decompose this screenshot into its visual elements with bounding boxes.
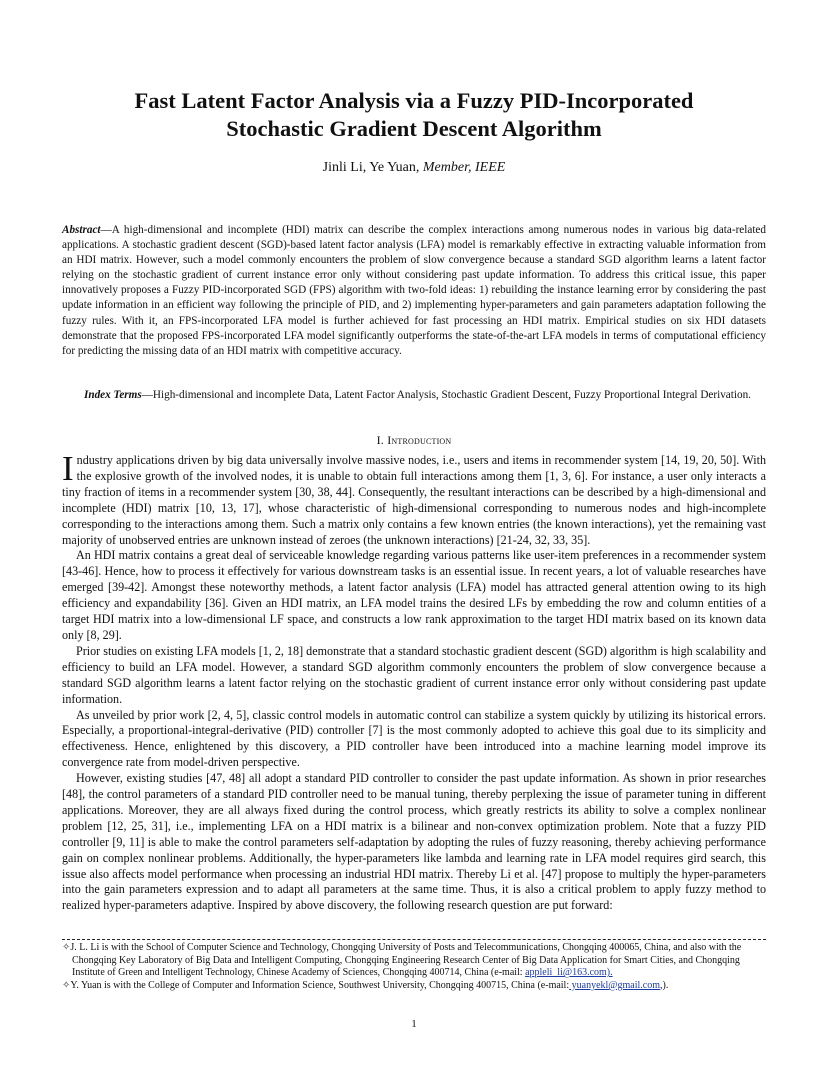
section-heading [62,433,766,448]
abstract [62,223,766,359]
footnote-divider [62,939,766,940]
paragraph: As unveiled by prior work [2, 4, 5], classic control models in automatic control can stabilize a system quickly by utilizing its historical errors. Especially, a proportional-integral-derivative (PID) controller [7] is the most commonly adopted to achieve this goal due to its simplicity and effectiveness. Hence, enlightened by this discovery, a PID controller have been introduced into a machine learning model improve its convergence rate from model-driven perspective. [62,707,766,770]
paragraph [62,449,766,548]
index-terms-label: Index Terms [84,389,142,401]
author-membership: Member, IEEE [422,160,506,175]
index-terms [62,388,766,403]
drop-cap: I [62,449,74,488]
index-terms-text: —High-dimensional and incomplete Data, Latent Factor Analysis, Stochastic Gradient Descent, Fuzzy Proportional Integral Derivation. [141,389,751,401]
footnote [62,980,766,993]
email-link[interactable]: yuanyekl@gmail.com [569,979,660,991]
section-title: Introduction [387,433,452,447]
author-line [62,160,766,176]
footnote-mark-icon: ✧ [62,979,71,991]
email-link[interactable]: appleli_li@163.com). [525,967,613,979]
paragraph: An HDI matrix contains a great deal of serviceable knowledge regarding various patterns like user-item preferences in a recommender system [43-46]. Hence, how to process it effectively for various downstream tasks is an essential issue. In recent years, a lot of valuable researches have emerged [39-42]. Amongst these noteworthy methods, a latent factor analysis (LFA) model has attracted general attention owing to its high efficiency and expandability [36]. Given an HDI matrix, an LFA model trains the desired LFs by embedding the row and column entities of a target HDI matrix into a low-dimensional LF space, and constructs a low rank approximation to the target HDI matrix based on its known data only [8, 29]. [62,548,766,642]
abstract-text: —A high-dimensional and incomplete (HDI) matrix can describe the complex interactions among numerous nodes in various big data-related applications. A stochastic gradient descent (SGD)-based latent factor analysis (LFA) model is remarkably effective in extracting valuable information from an HDI matrix. However, such a model commonly encounters the problem of slow convergence because a standard SGD algorithm learns a latent factor relying on the stochastic gradient of current instance error only without considering past update information. To address this critical issue, this paper innovatively proposes a Fuzzy PID-incorporated SGD (FPS) algorithm with two-fold ideas: 1) rebuilding the instance learning error by considering the past update information in an efficient way following the principle of PID, and 2) implementing hyper-parameters and gain parameters adaptation following the fuzzy rules. With it, an FPS-incorporated LFA model is further achieved for fast processing an HDI matrix. Empirical studies on six HDI datasets demonstrate that the proposed FPS-incorporated LFA model significantly outperforms the state-of-the-art LFA models in terms of computational efficiency for predicting the missing data of an HDI matrix with competitive accuracy. [62,224,766,357]
footnote [62,942,766,980]
footnotes [62,942,766,992]
paragraph-text: ndustry applications driven by big data universally involve massive nodes, i.e., users and items in recommender system [14, 19, 20, 50]. With the explosive growth of the involved nodes, it is unable to obtain full interactions among them [1, 3, 6]. For instance, a user only interacts a tiny fraction of items in a recommender system [30, 38, 44]. Consequently, the resultant interactions can be described by a high-dimensional and incomplete (HDI) matrix [10, 13, 17], whose characteristic of high-dimensional corresponding to numerous nodes and high-incomplete corresponding to the interactions among them. Such a matrix only contains a few known entries (the known interactions), yet the remaining vast majority of unobserved entries are unknown instead of zeroes (the unknown interactions) [21-24, 32, 33, 35]. [62,453,766,547]
footnote-text: J. L. Li is with the School of Computer Science and Technology, Chongqing University of Posts and Telecommunications, Chongqing 400065, China, and also with the Chongqing Key Laboratory of Big Data and Intelligent Computing, Chongqing Engineering Research Center of Big Data Application for Smart Cities, and Chongqing Institute of Green and Intelligent Technology, Chinese Academy of Sciences, Chongqing 400714, China (e-mail: [70,942,742,979]
paragraph: Prior studies on existing LFA models [1, 2, 18] demonstrate that a standard stochastic gradient descent (SGD) algorithm is high scalability and efficiency to build an LFA model. However, a standard SGD algorithm commonly encounters the problem of slow convergence because a standard SGD algorithm learns a latent factor relying on the stochastic gradient of current instance error only without considering past update information. [62,643,766,706]
footnote-mark-icon: ✧ [62,942,71,953]
title-line-1: Fast Latent Factor Analysis via a Fuzzy PID-Incorporated [134,88,694,113]
paper-title [62,87,766,143]
paragraph: However, existing studies [47, 48] all adopt a standard PID controller to consider the past update information. As shown in prior researches [48], the control parameters of a standard PID controller need to be manual tuning, thereby perplexing the issue of parameter tuning in different applications. Moreover, they are all always fixed during the control process, which greatly restricts its ability to solve a complex nonlinear problem [12, 25, 31], i.e., implementing LFA on a HDI matrix is a bilinear and non-convex optimization problem. Note that a fuzzy PID controller [9, 11] is able to make the control parameters self-adaptation by adopting the rules of fuzzy reasoning, thereby achieving performance gain on complex nonlinear problems. Additionally, the hyper-parameters like lambda and learning rate in LFA model requires gird search, this issue also affects model performance when processing an industrial HDI matrix. Thereby Li et al. [47] propose to multiply the hyper-parameters into the gain parameters expression and to adapt all parameters at the same time. Thus, it is also a critical problem to apply fuzzy method to realized hyper-parameters adaptive. Inspired by above discovery, the following research question are put forward: [62,771,766,913]
section-number: I. [376,433,388,447]
body-text [62,449,766,914]
title-line-2: Stochastic Gradient Descent Algorithm [226,116,602,141]
footnote-tail: ,). [659,979,669,991]
page-number: 1 [411,1018,417,1030]
footnote-text: Y. Yuan is with the College of Computer and Information Science, Southwest University, Chongqing 400715, China (e-mail: [70,979,570,991]
abstract-label: Abstract [62,224,101,236]
author-names: Jinli Li, Ye Yuan, [322,160,423,175]
